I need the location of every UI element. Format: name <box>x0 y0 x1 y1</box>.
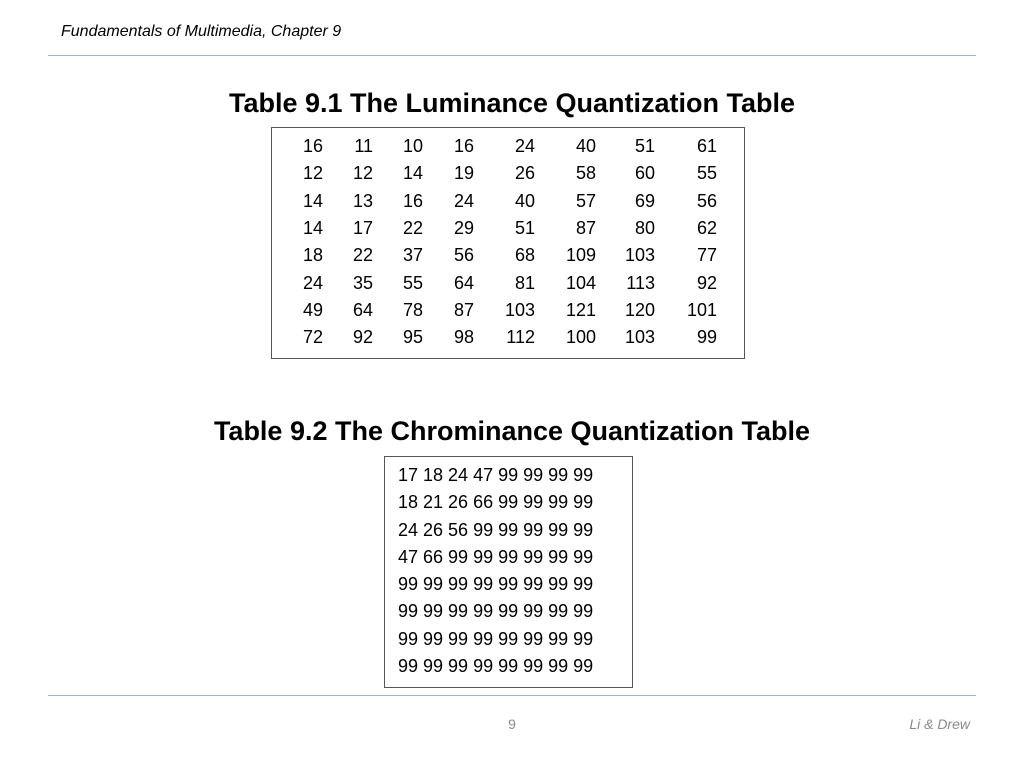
table-cell: 10 <box>402 136 423 157</box>
table-row <box>292 215 717 242</box>
table-cell: 92 <box>696 272 717 293</box>
table-cell: 103 <box>624 245 655 266</box>
table-cell: 55 <box>696 163 717 184</box>
table-cell: 12 <box>302 163 323 184</box>
table-cell: 24 <box>453 190 474 211</box>
table-cell: 62 <box>696 218 717 239</box>
table-row: 18 21 26 66 99 99 99 99 <box>398 492 594 513</box>
footer-divider <box>48 695 976 696</box>
table-cell: 19 <box>453 163 474 184</box>
table-cell: 87 <box>453 299 474 320</box>
table-row <box>292 133 717 160</box>
table-row <box>292 160 717 187</box>
footer-authors: Li & Drew <box>909 716 970 732</box>
luminance-table-box <box>271 127 745 359</box>
table-cell: 49 <box>302 299 323 320</box>
table-cell: 87 <box>575 218 596 239</box>
table-row: 24 26 56 99 99 99 99 99 <box>398 519 594 540</box>
chrominance-table-title: Table 9.2 The Chrominance Quantization Table <box>213 416 811 446</box>
table-cell: 60 <box>634 163 655 184</box>
table-row: 17 18 24 47 99 99 99 99 <box>398 465 594 485</box>
table-cell: 24 <box>514 136 535 157</box>
table-cell: 61 <box>696 136 717 157</box>
table-cell: 113 <box>626 272 655 293</box>
table-cell: 37 <box>402 245 423 266</box>
table-cell: 29 <box>453 218 474 239</box>
table-cell: 120 <box>624 299 655 320</box>
table-row: 99 99 99 99 99 99 99 99 <box>398 656 594 677</box>
table-cell: 56 <box>453 245 474 266</box>
table-row <box>292 297 717 324</box>
table-cell: 64 <box>352 299 373 320</box>
table-cell: 92 <box>352 327 373 348</box>
table-cell: 80 <box>634 218 655 239</box>
table-row: 47 66 99 99 99 99 99 99 <box>398 546 594 567</box>
table-cell: 78 <box>402 299 423 320</box>
table-cell: 18 <box>302 245 323 266</box>
table-cell: 22 <box>402 218 423 239</box>
chrominance-table-box <box>384 456 633 688</box>
table-cell: 77 <box>696 245 717 266</box>
table-cell: 81 <box>514 272 535 293</box>
chrominance-table <box>398 462 593 680</box>
table-cell: 11 <box>354 136 373 157</box>
table-cell: 16 <box>302 136 323 157</box>
table-cell: 26 <box>514 163 535 184</box>
table-cell: 64 <box>453 272 474 293</box>
table-cell: 95 <box>402 327 423 348</box>
table-cell: 13 <box>352 190 373 211</box>
table-row: 99 99 99 99 99 99 99 99 <box>398 601 594 622</box>
table-row <box>292 188 717 215</box>
table-cell: 101 <box>686 299 717 320</box>
table-cell: 56 <box>696 190 717 211</box>
table-cell: 103 <box>504 299 535 320</box>
table-cell: 51 <box>634 136 655 157</box>
table-cell: 100 <box>565 327 596 348</box>
table-cell: 17 <box>352 218 373 239</box>
table-row <box>292 324 717 351</box>
table-cell: 40 <box>575 136 596 157</box>
table-cell: 104 <box>565 272 596 293</box>
table-cell: 16 <box>402 190 423 211</box>
table-cell: 40 <box>514 190 535 211</box>
table-row: 99 99 99 99 99 99 99 99 <box>398 628 594 649</box>
table-cell: 112 <box>506 327 535 348</box>
page-number: 9 <box>508 716 516 732</box>
table-cell: 68 <box>514 245 535 266</box>
luminance-table-title: Table 9.1 The Luminance Quantization Table <box>228 88 796 118</box>
table-cell: 14 <box>402 163 423 184</box>
table-row: 99 99 99 99 99 99 99 99 <box>398 574 594 595</box>
table-cell: 35 <box>352 272 373 293</box>
table-cell: 121 <box>565 299 596 320</box>
table-cell: 72 <box>302 327 323 348</box>
table-cell: 22 <box>352 245 373 266</box>
table-cell: 69 <box>634 190 655 211</box>
slide-header: Fundamentals of Multimedia, Chapter 9 <box>61 23 342 40</box>
table-cell: 51 <box>514 218 535 239</box>
header-divider <box>48 55 976 56</box>
table-cell: 14 <box>302 218 323 239</box>
table-cell: 99 <box>696 327 717 348</box>
table-row <box>292 242 717 269</box>
table-cell: 58 <box>575 163 596 184</box>
table-cell: 16 <box>453 136 474 157</box>
table-cell: 24 <box>302 272 323 293</box>
table-row <box>292 269 717 296</box>
luminance-table <box>292 133 717 351</box>
table-cell: 103 <box>624 327 655 348</box>
table-cell: 12 <box>352 163 373 184</box>
table-cell: 14 <box>302 190 323 211</box>
table-cell: 55 <box>402 272 423 293</box>
table-cell: 98 <box>453 327 474 348</box>
table-cell: 57 <box>575 190 596 211</box>
table-cell: 109 <box>565 245 596 266</box>
